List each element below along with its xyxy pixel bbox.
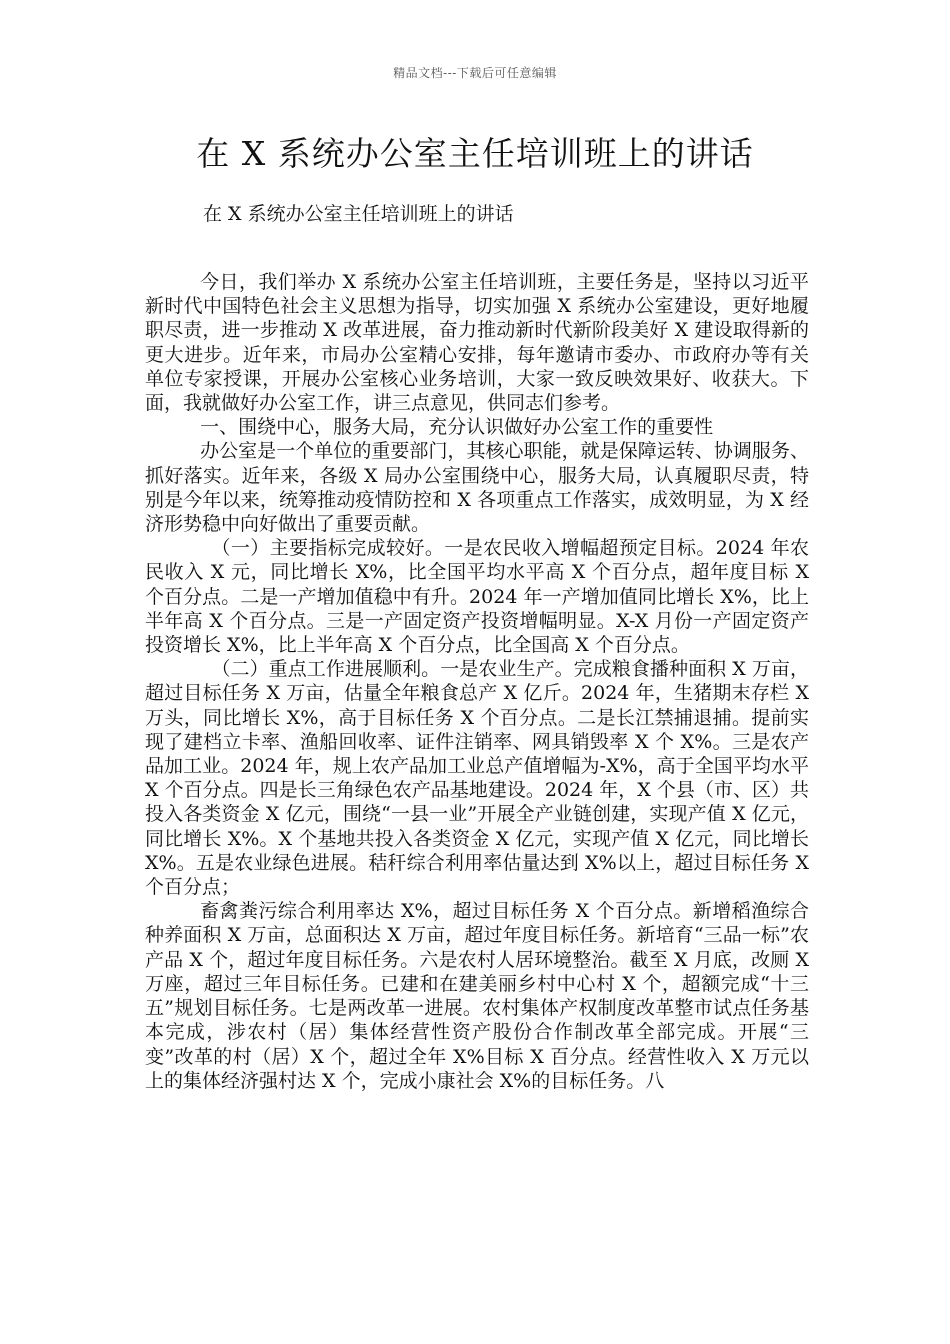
- document-title: 在 X 系统办公室主任培训班上的讲话: [196, 134, 754, 173]
- document-subtitle: 在 X 系统办公室主任培训班上的讲话: [203, 203, 514, 225]
- document-body: [145, 270, 809, 1093]
- paragraph: 畜禽粪污综合利用率达 X%，超过目标任务 X 个百分点。新增稻渔综合种养面积 X 万亩，总面积达 X 万亩，超过年度目标任务。新培育“三品一标”农产品 X 个，超过年度目标任务。六是农村人居环境整治。截至 X 月底，改厕 X 万座，超过三年目标任务。已建和在建美丽乡村中心村 X 个，超额完成“十三五”规划目标任务。七是两改革一进展。农村集体产权制度改革整市试点任务基本完成，涉农村（居）集体经营性资产股份合作制改革全部完成。开展“三变”改革的村（居）X 个，超过全年 X%目标 X 百分点。经营性收入 X 万元以上的集体经济强村达 X 个，完成小康社会 X%的目标任务。八: [145, 900, 809, 1092]
- section-heading: 一、围绕中心，服务大局，充分认识做好办公室工作的重要性: [200, 416, 714, 439]
- paragraph: （一）主要指标完成较好。一是农民收入增幅超预定目标。2024 年农民收入 X 元，同比增长 X%，比全国平均水平高 X 个百分点，超年度目标 X 个百分点。二是一产增加值稳中有升。2024 年一产增加值同比增长 X%，比上半年高 X 个百分点。三是一产固定资产投资增幅明显。X-X 月份一产固定资产投资增长 X%，比上半年高 X 个百分点，比全国高 X 个百分点。: [145, 537, 809, 657]
- paragraph: （二）重点工作进展顺利。一是农业生产。完成粮食播种面积 X 万亩，超过目标任务 X 万亩，估量全年粮食总产 X 亿斤。2024 年，生猪期末存栏 X 万头，同比增长 X%，高于目标任务 X 个百分点。二是长江禁捕退捕。提前实现了建档立卡率、渔船回收率、证件注销率、网具销毁率 X 个 X%。三是农产品加工业。2024 年，规上农产品加工业总产值增幅为-X%，高于全国平均水平 X 个百分点。四是长三角绿色农产品基地建设。2024 年，X 个县（市、区）共投入各类资金 X 亿元，围绕“一县一业”开展全产业链创建，实现产值 X 亿元，同比增长 X%。X 个基地共投入各类资金 X 亿元，实现产值 X 亿元，同比增长 X%。五是农业绿色进展。秸秆综合利用率估量达到 X%以上，超过目标任务 X 个百分点；: [145, 658, 809, 899]
- page-header: 精品文档---下载后可任意编辑: [393, 66, 557, 80]
- paragraph: 今日，我们举办 X 系统办公室主任培训班，主要任务是，坚持以习近平新时代中国特色社会主义思想为指导，切实加强 X 系统办公室建设，更好地履职尽责，进一步推动 X 改革进展，奋力推动新时代新阶段美好 X 建设取得新的更大进步。近年来，市局办公室精心安排，每年邀请市委办、市政府办等有关单位专家授课，开展办公室核心业务培训，大家一致反映效果好、收获大。下面，我就做好办公室工作，讲三点意见，供同志们参考。: [145, 271, 809, 415]
- paragraph: 办公室是一个单位的重要部门，其核心职能，就是保障运转、协调服务、抓好落实。近年来，各级 X 局办公室围绕中心，服务大局，认真履职尽责，特别是今年以来，统筹推动疫情防控和 X 各项重点工作落实，成效明显，为 X 经济形势稳中向好做出了重要贡献。: [145, 440, 809, 536]
